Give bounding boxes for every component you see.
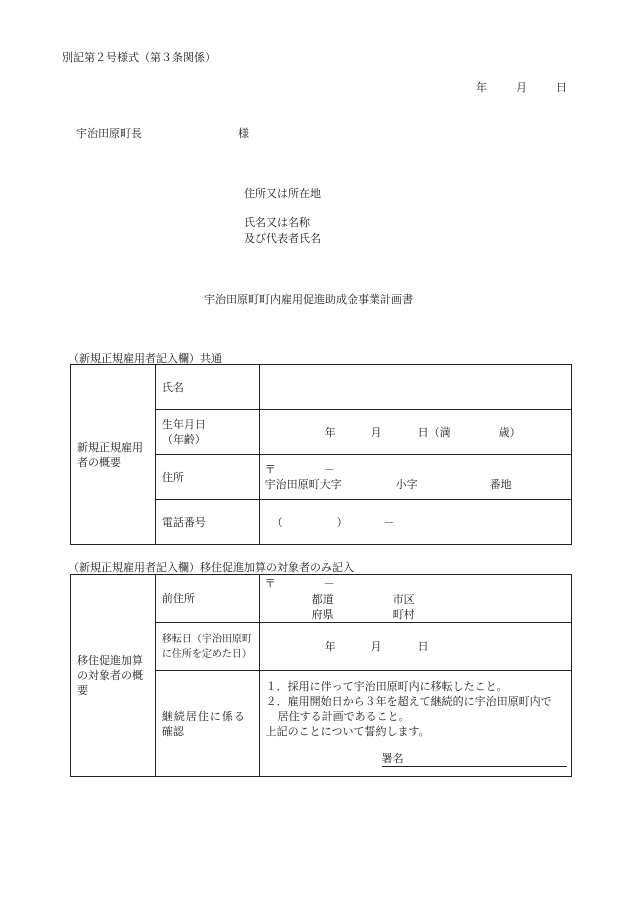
- address-label-cell: [155, 455, 259, 500]
- section2-group-label: [71, 575, 156, 777]
- employee-address-label: 住所: [161, 470, 184, 484]
- previous-address-label-cell: [155, 575, 259, 623]
- residence-label-cell: [155, 671, 259, 777]
- move-date-sublabel: に住所を定めた日）: [161, 648, 252, 660]
- section1-table: [70, 364, 572, 545]
- name-label-cell: [155, 365, 259, 410]
- signature-line[interactable]: [382, 766, 567, 767]
- pledge-line-4: 上記のことについて誓約します。: [265, 725, 430, 738]
- date-year-label: 年: [476, 81, 487, 94]
- date-month-label: 月: [516, 81, 527, 94]
- pledge-line-3: 居住する計画であること。: [277, 710, 410, 723]
- section2-group-line-3: 要: [77, 684, 88, 697]
- phone-open-paren: （: [271, 516, 283, 529]
- birth-label-cell: [155, 410, 259, 455]
- applicant-representative-label: 及び代表者氏名: [244, 232, 321, 245]
- residence-sublabel: 確認: [161, 724, 184, 738]
- signature-label: 署名: [381, 752, 404, 765]
- applicant-address-label: 住所又は所在地: [244, 187, 321, 200]
- move-date-field[interactable]: [259, 623, 571, 671]
- header-date: [476, 79, 567, 95]
- section2-group-line-2: の対象者の概: [77, 669, 143, 682]
- prev-postal-mark: 〒: [264, 577, 276, 590]
- postal-dash: －: [323, 463, 335, 476]
- move-year-unit: 年: [324, 640, 336, 653]
- pledge-line-1: １．採用に伴って宇治田原町内に移転したこと。: [265, 680, 508, 693]
- section2-group-line-1: 移住促進加算: [77, 654, 143, 667]
- addressee-name: 宇治田原町長: [76, 127, 142, 140]
- section2-table: [70, 574, 572, 777]
- move-month-unit: 月: [370, 640, 382, 653]
- move-date-label-cell: [155, 623, 259, 671]
- address-koaza: 小字: [395, 478, 418, 491]
- residence-label: 継続居住に係る: [161, 709, 246, 723]
- phone-dash: －: [383, 516, 395, 529]
- employee-name-field[interactable]: [259, 365, 571, 410]
- city-shiku: 市区: [392, 593, 415, 606]
- section1-group-label: [71, 365, 156, 545]
- addressee-honorific: 様: [238, 127, 249, 140]
- birth-label: 生年月日: [161, 418, 206, 431]
- applicant-name-label: 氏名又は名称: [244, 216, 310, 229]
- section1-caption: （新規正規雇用者記入欄）共通: [68, 352, 222, 365]
- address-town: 宇治田原町大字: [264, 478, 342, 491]
- document-title: 宇治田原町町内雇用促進助成金事業計画書: [204, 293, 413, 306]
- move-day-unit: 日: [417, 640, 429, 653]
- phone-label: 電話番号: [161, 515, 206, 529]
- address-banchi: 番地: [489, 478, 512, 491]
- move-date-label: 移転日（宇治田原町: [161, 633, 252, 645]
- prefecture-todo: 都道: [311, 593, 334, 606]
- birth-day-unit: 日（満: [417, 426, 451, 439]
- prefecture-fuken: 府県: [311, 608, 334, 621]
- phone-close-paren: ）: [336, 516, 348, 529]
- pledge-line-2: ２．雇用開始日から３年を超えて継続的に宇治田原町内で: [265, 695, 552, 708]
- residence-confirmation-field[interactable]: [259, 671, 571, 777]
- form-number: 別記第２号様式（第３条関係）: [62, 51, 216, 64]
- previous-address-label: 前住所: [161, 592, 195, 605]
- postal-mark: 〒: [264, 463, 276, 476]
- birth-date-field[interactable]: [259, 410, 571, 455]
- employee-address-field[interactable]: [259, 455, 571, 500]
- phone-field[interactable]: [259, 500, 571, 545]
- section1-group-line-1: 新規正規雇用: [77, 440, 143, 454]
- age-unit: 歳）: [498, 426, 521, 439]
- section2-caption: （新規正規雇用者記入欄）移住促進加算の対象者のみ記入: [68, 561, 354, 574]
- section1-group-line-2: 者の概要: [77, 455, 121, 469]
- employee-name-label: 氏名: [161, 380, 184, 394]
- age-label: （年齢）: [161, 433, 206, 446]
- date-day-label: 日: [556, 81, 567, 94]
- phone-label-cell: [155, 500, 259, 545]
- birth-month-unit: 月: [370, 426, 382, 439]
- previous-address-field[interactable]: [259, 575, 571, 623]
- birth-year-unit: 年: [324, 426, 336, 439]
- prev-postal-dash: －: [323, 577, 335, 590]
- town-chouson: 町村: [392, 608, 415, 621]
